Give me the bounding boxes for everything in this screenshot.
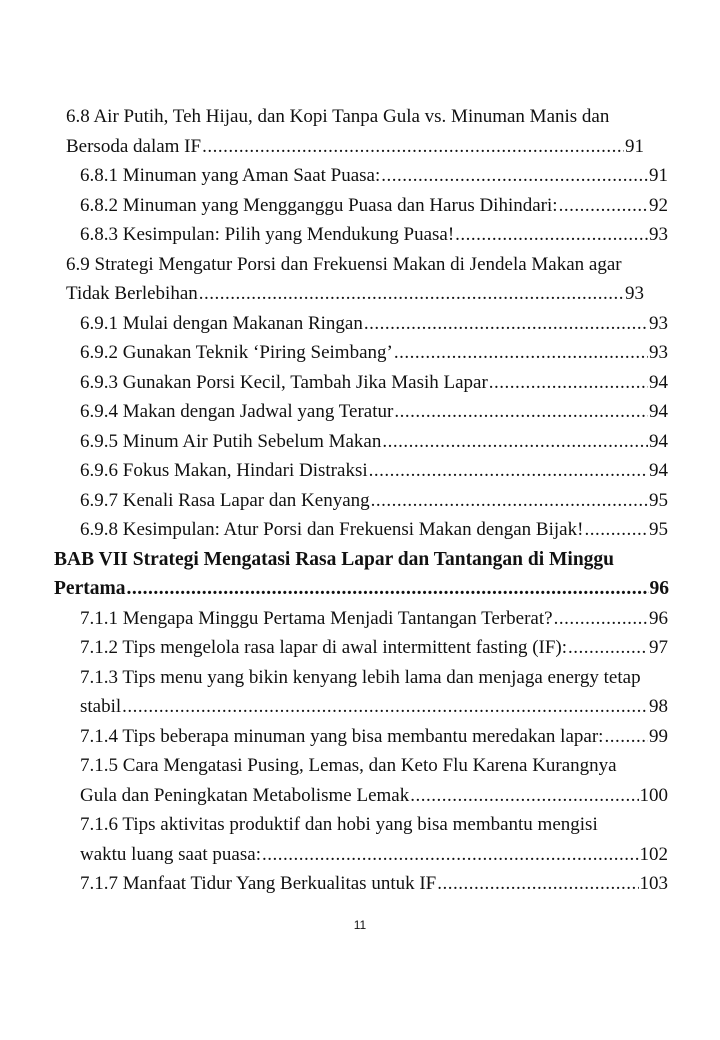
toc-entry-title-line: BAB VII Strategi Mengatasi Rasa Lapar dan Tantangan di Minggu xyxy=(54,548,615,570)
toc-entry-title: 7.1.7 Manfaat Tidur Yang Berkualitas untuk IF xyxy=(80,873,437,894)
toc-entry-line xyxy=(80,486,668,516)
toc-entry-title: Tidak Berlebihan xyxy=(66,283,198,304)
toc-entry-page: 103 xyxy=(639,873,668,894)
toc-entry[interactable] xyxy=(80,338,668,368)
toc-entry-line xyxy=(80,309,668,339)
toc-entry-line xyxy=(80,368,668,398)
toc-entry-page: 93 xyxy=(649,312,668,334)
toc-entry[interactable] xyxy=(80,633,668,663)
toc-entry[interactable] xyxy=(80,397,668,427)
toc-entry[interactable] xyxy=(80,604,668,634)
toc-entry[interactable] xyxy=(80,869,668,899)
toc-entry-page: 95 xyxy=(649,519,668,540)
toc-entry-page: 100 xyxy=(639,784,668,806)
toc-entry-page: 96 xyxy=(649,607,668,629)
toc-entry-line xyxy=(80,692,668,722)
toc-entry-page: 91 xyxy=(649,165,668,186)
toc-entry-title: 7.1.1 Mengapa Minggu Pertama Menjadi Tantangan Terberat? xyxy=(80,607,553,629)
toc-entry-page: 99 xyxy=(649,725,668,747)
toc-entry-title: 6.9.3 Gunakan Porsi Kecil, Tambah Jika Masih Lapar xyxy=(80,371,488,393)
toc-entry-line xyxy=(80,397,668,427)
toc-entry-line xyxy=(54,574,669,604)
toc-entry-title-line: 6.8 Air Putih, Teh Hijau, dan Kopi Tanpa Gula vs. Minuman Manis dan xyxy=(66,106,610,127)
toc-entry-line xyxy=(80,220,668,250)
toc-entry-page: 92 xyxy=(649,194,668,216)
toc-entry[interactable] xyxy=(80,309,668,339)
toc-entry-page: 94 xyxy=(649,401,668,422)
toc-entry-title-line: 7.1.5 Cara Mengatasi Pusing, Lemas, dan Keto Flu Karena Kurangnya xyxy=(80,755,617,776)
toc-entry-title: Pertama xyxy=(54,578,126,599)
toc-entry-page: 98 xyxy=(649,696,668,717)
dot-leader xyxy=(568,633,648,663)
toc-entry-title: Gula dan Peningkatan Metabolisme Lemak xyxy=(80,784,410,806)
toc-entry-line xyxy=(80,604,668,634)
toc-entry-page: 93 xyxy=(649,342,668,363)
toc-entry-title: 6.9.2 Gunakan Teknik ‘Piring Seimbang’ xyxy=(80,342,393,363)
dot-leader xyxy=(584,515,648,545)
toc-chapter-entry[interactable] xyxy=(54,545,669,604)
toc-entry-title: stabil xyxy=(80,696,122,717)
dot-leader xyxy=(126,574,648,604)
toc-entry-line xyxy=(66,279,644,309)
toc-entry-title-line: 7.1.6 Tips aktivitas produktif dan hobi yang bisa membantu mengisi xyxy=(80,814,598,835)
toc-entry-line xyxy=(80,515,668,545)
toc-entry-page: 91 xyxy=(625,135,644,157)
page-number: 11 xyxy=(353,918,367,932)
toc-entry-line xyxy=(80,427,668,457)
toc-entry-title: 6.8.2 Minuman yang Mengganggu Puasa dan Harus Dihindari: xyxy=(80,194,558,216)
dot-leader xyxy=(489,368,648,398)
dot-leader xyxy=(455,220,648,250)
toc-entry[interactable] xyxy=(80,486,668,516)
dot-leader xyxy=(559,191,648,221)
dot-leader xyxy=(437,869,638,899)
toc-entry[interactable] xyxy=(80,663,668,722)
dot-leader xyxy=(554,604,648,634)
toc-entry-line xyxy=(80,869,668,899)
toc-entry[interactable] xyxy=(80,751,668,810)
dot-leader xyxy=(364,309,648,339)
toc-entry-title: 7.1.4 Tips beberapa minuman yang bisa membantu meredakan lapar: xyxy=(80,725,604,747)
toc-entry-page: 95 xyxy=(649,489,668,511)
toc-entry[interactable] xyxy=(80,515,668,545)
toc-entry[interactable] xyxy=(80,191,668,221)
toc-entry-line xyxy=(80,161,668,191)
toc-entry[interactable] xyxy=(80,368,668,398)
toc-entry-page: 94 xyxy=(649,460,668,481)
toc-entry-title: 6.9.5 Minum Air Putih Sebelum Makan xyxy=(80,430,382,452)
toc-entry-title: 6.9.1 Mulai dengan Makanan Ringan xyxy=(80,312,363,334)
dot-leader xyxy=(394,397,648,427)
toc-entry-line xyxy=(80,338,668,368)
toc-entry-title-line: 7.1.3 Tips menu yang bikin kenyang lebih lama dan menjaga energy tetap xyxy=(80,666,641,688)
dot-leader xyxy=(381,161,648,191)
toc-entry[interactable] xyxy=(80,427,668,457)
toc-entry-page: 93 xyxy=(649,224,668,245)
toc-entry[interactable] xyxy=(80,161,668,191)
toc-entry-page: 94 xyxy=(649,371,668,393)
toc-entry-title: 6.9.4 Makan dengan Jadwal yang Teratur xyxy=(80,401,394,422)
toc-entry[interactable] xyxy=(80,220,668,250)
toc-entry-line xyxy=(66,132,644,162)
toc-entry-title: Bersoda dalam IF xyxy=(66,135,202,157)
toc-entry-title: 6.8.1 Minuman yang Aman Saat Puasa: xyxy=(80,165,381,186)
toc-entry-title: 6.9.8 Kesimpulan: Atur Porsi dan Frekuensi Makan dengan Bijak! xyxy=(80,519,584,540)
toc-entry-title-line: 6.9 Strategi Mengatur Porsi dan Frekuensi Makan di Jendela Makan agar xyxy=(66,253,622,275)
toc-entry-page: 93 xyxy=(625,283,644,304)
toc-entry-line xyxy=(80,781,668,811)
toc-entry-title: waktu luang saat puasa: xyxy=(80,843,261,865)
dot-leader xyxy=(199,279,624,309)
toc-entry-title: 7.1.2 Tips mengelola rasa lapar di awal intermittent fasting (IF): xyxy=(80,637,568,658)
toc-entry-page: 97 xyxy=(649,637,668,658)
toc-entry-title: 6.9.7 Kenali Rasa Lapar dan Kenyang xyxy=(80,489,370,511)
toc-entry-page: 102 xyxy=(639,843,668,865)
dot-leader xyxy=(371,486,648,516)
toc-entry-line xyxy=(80,191,668,221)
dot-leader xyxy=(369,456,648,486)
dot-leader xyxy=(604,722,648,752)
toc-entry-title: 6.9.6 Fokus Makan, Hindari Distraksi xyxy=(80,460,368,481)
toc-entry[interactable] xyxy=(80,810,668,869)
dot-leader xyxy=(410,781,638,811)
toc-entry[interactable] xyxy=(80,456,668,486)
toc-entry-line xyxy=(80,633,668,663)
toc-entry-line xyxy=(80,722,668,752)
toc-entry[interactable] xyxy=(66,102,644,161)
toc-entry-line xyxy=(80,840,668,870)
toc-entry-line xyxy=(80,456,668,486)
table-of-contents xyxy=(0,102,720,899)
toc-entry[interactable] xyxy=(66,250,644,309)
dot-leader xyxy=(382,427,648,457)
dot-leader xyxy=(394,338,648,368)
dot-leader xyxy=(262,840,639,870)
dot-leader xyxy=(202,132,624,162)
toc-entry-title: 6.8.3 Kesimpulan: Pilih yang Mendukung Puasa! xyxy=(80,224,455,245)
toc-entry-page: 96 xyxy=(649,578,669,599)
toc-entry[interactable] xyxy=(80,722,668,752)
dot-leader xyxy=(122,692,648,722)
toc-entry-page: 94 xyxy=(649,430,668,452)
